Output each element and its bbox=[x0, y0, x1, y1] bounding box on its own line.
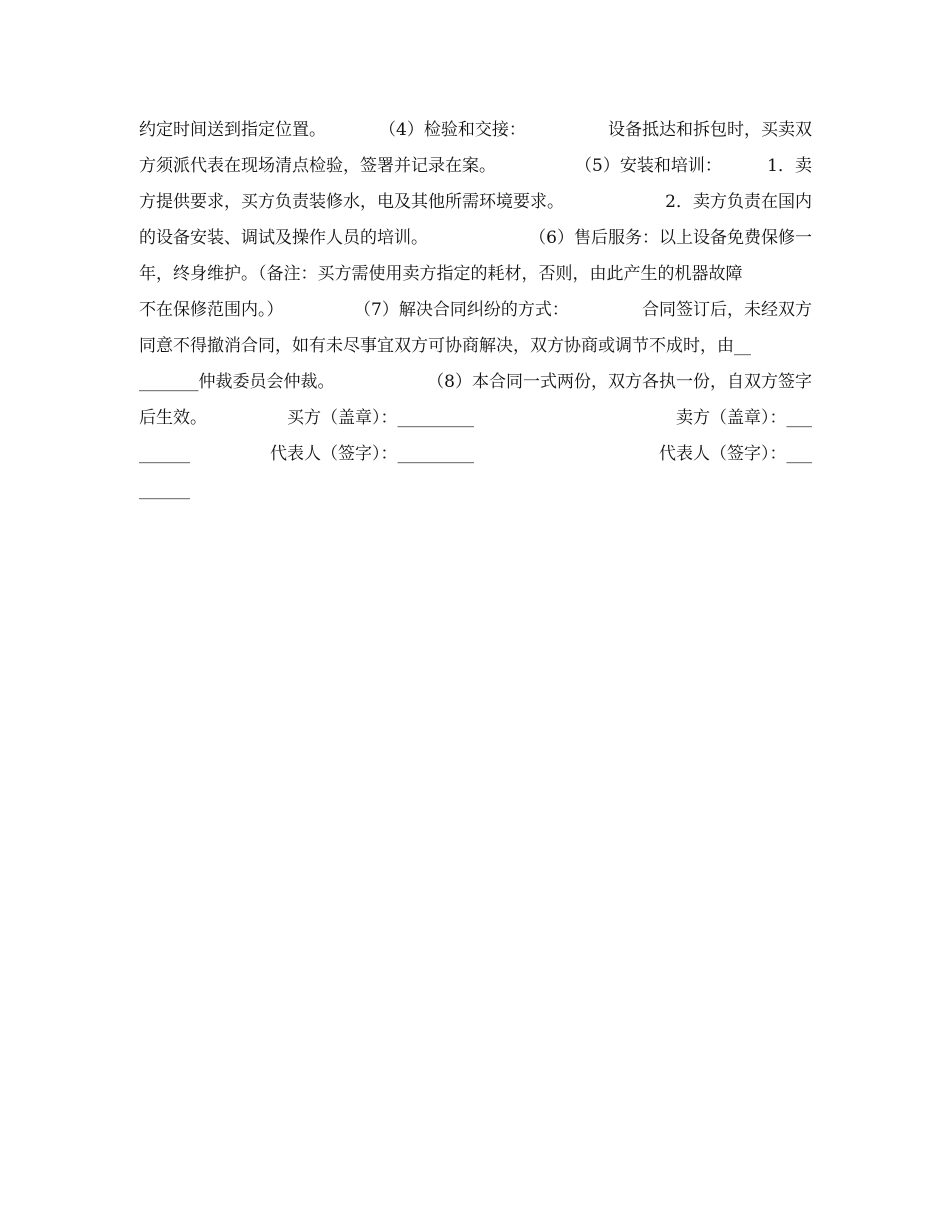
text-line bbox=[139, 256, 812, 292]
seller-seal-field: 卖方（盖章）：___ bbox=[676, 408, 812, 428]
text-segment: 1．卖 bbox=[767, 156, 812, 176]
text-line bbox=[139, 148, 812, 184]
text-segment: 的设备安装、调试及操作人员的培训。 bbox=[139, 228, 428, 248]
text-segment: 方提供要求，买方负责装修水，电及其他所需环境要求。 bbox=[139, 192, 564, 212]
text-segment: 同意不得撤消合同，如有未尽事宜双方可协商解决，双方协商或调节不成时，由__ bbox=[139, 336, 751, 356]
text-segment: _______仲裁委员会仲裁。 bbox=[139, 372, 335, 392]
text-line bbox=[139, 292, 812, 328]
text-line bbox=[139, 184, 812, 220]
text-segment: 合同签订后，未经双方 bbox=[642, 300, 812, 320]
section-heading-inspection: （4）检验和交接： bbox=[379, 120, 526, 140]
section-heading-installation: （5）安装和培训： bbox=[575, 156, 722, 176]
text-segment: 设备抵达和拆包时，买卖双 bbox=[608, 120, 812, 140]
section-heading-dispute: （7）解决合同纠纷的方式： bbox=[354, 300, 569, 320]
text-segment: 年，终身维护。（备注：买方需使用卖方指定的耗材，否则，由此产生的机器故障 bbox=[139, 264, 743, 284]
signature-line bbox=[139, 400, 812, 436]
section-heading-copies: （8）本合同一式两份，双方各执一份，自双方签字 bbox=[427, 372, 812, 392]
buyer-seal-field: 买方（盖章）：_________ bbox=[287, 408, 474, 428]
text-segment: 2．卖方负责在国内 bbox=[665, 192, 812, 212]
buyer-representative-field: 代表人（签字）：_________ bbox=[270, 444, 474, 464]
text-segment: ______ bbox=[139, 444, 190, 464]
text-segment: 后生效。 bbox=[139, 408, 207, 428]
text-line bbox=[139, 364, 812, 400]
signature-line bbox=[139, 436, 812, 472]
text-line bbox=[139, 328, 812, 364]
text-segment: ______ bbox=[139, 480, 190, 500]
seller-representative-field: 代表人（签字）：___ bbox=[659, 444, 812, 464]
text-segment: 方须派代表在现场清点检验，签署并记录在案。 bbox=[139, 156, 496, 176]
contract-text bbox=[139, 112, 812, 508]
section-heading-after-sales: （6）售后服务：以上设备免费保修一 bbox=[529, 228, 812, 248]
text-line bbox=[139, 112, 812, 148]
text-line bbox=[139, 220, 812, 256]
text-segment: 不在保修范围内。） bbox=[139, 300, 284, 320]
signature-line bbox=[139, 472, 812, 508]
text-segment: 约定时间送到指定位置。 bbox=[139, 120, 326, 140]
